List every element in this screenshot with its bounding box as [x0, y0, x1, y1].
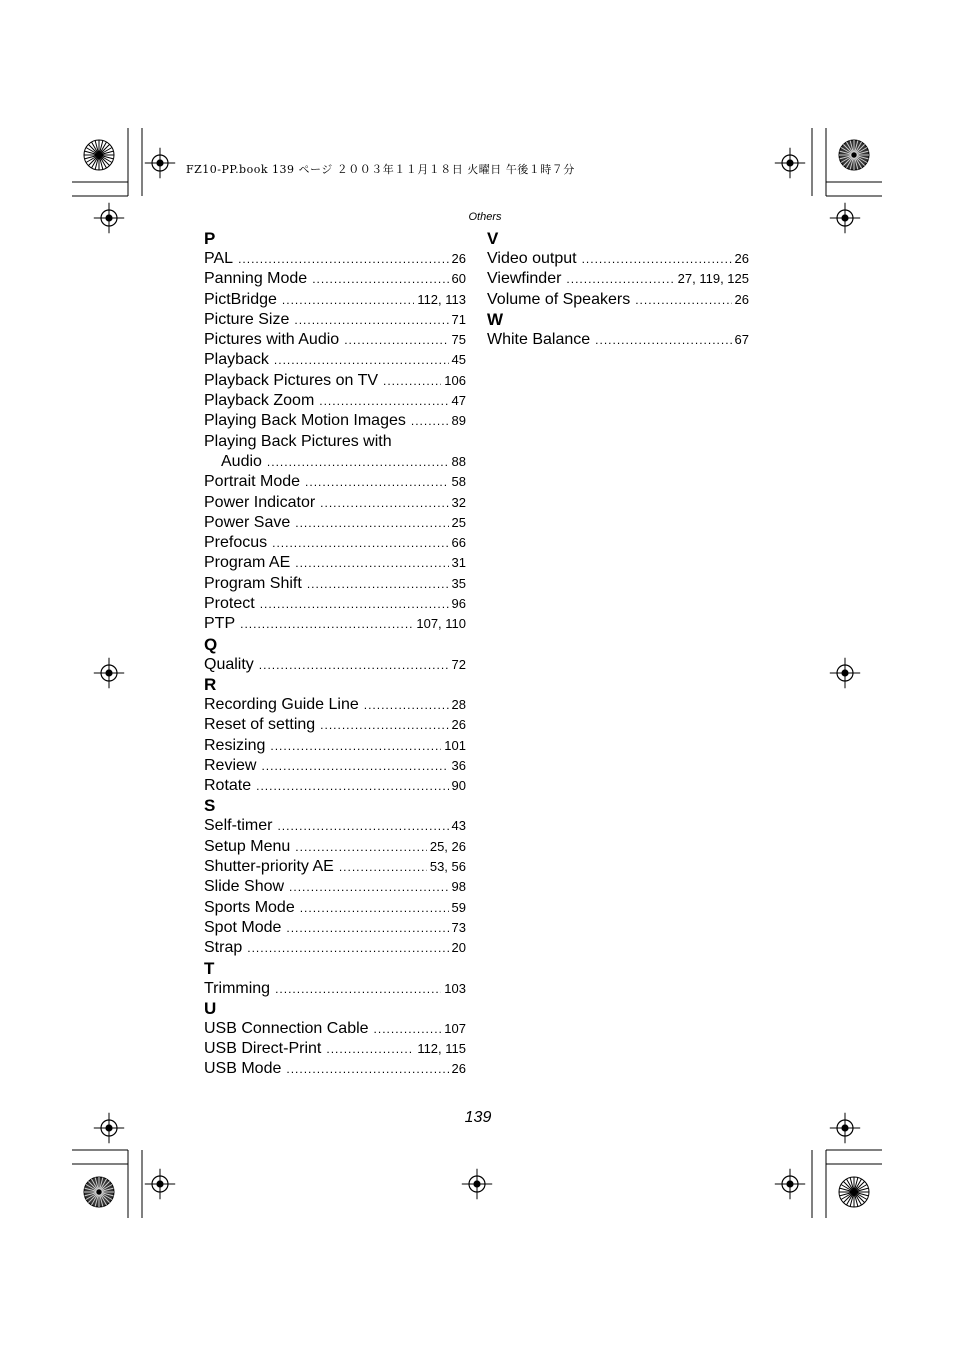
- index-entry: [204, 472, 466, 492]
- leader-dots: [261, 756, 448, 776]
- index-letter-heading: V: [487, 229, 499, 248]
- index-term: Portrait Mode: [204, 473, 301, 491]
- index-entry: [204, 310, 466, 330]
- index-pages: 26: [734, 251, 749, 266]
- leader-dots: [286, 1059, 448, 1079]
- index-term: Picture Size: [204, 310, 290, 328]
- leader-dots: [307, 574, 449, 594]
- index-entry: [487, 330, 749, 350]
- index-pages: 67: [734, 331, 749, 347]
- index-pages: 90: [451, 778, 466, 794]
- index-pages: 36: [451, 757, 466, 773]
- leader-dots: [320, 493, 448, 513]
- index-pages: 31: [451, 555, 466, 571]
- leader-dots: [272, 533, 448, 553]
- index-pages: 106: [444, 372, 466, 388]
- leader-dots: [566, 269, 674, 289]
- index-pages: 47: [451, 393, 466, 409]
- index-term: Viewfinder: [487, 270, 562, 288]
- index-term: Program AE: [204, 554, 291, 572]
- leader-dots: [294, 310, 448, 330]
- index-term: Trimming: [204, 979, 271, 997]
- index-term: Review: [204, 756, 257, 774]
- index-pages: 107: [444, 1020, 466, 1036]
- index-pages: 112, 113: [417, 291, 466, 307]
- leader-dots: [267, 452, 449, 472]
- index-entry: [204, 695, 466, 715]
- index-entry: [204, 1059, 466, 1079]
- leader-dots: [383, 371, 441, 391]
- section-label: Others: [468, 211, 502, 223]
- starburst-center: [96, 152, 101, 157]
- index-pages: 60: [451, 271, 466, 287]
- file-header: FZ10-PP.book 139 ページ ２００３年１１月１８日 火曜日 午後１時７分: [186, 163, 575, 176]
- index-pages: 66: [451, 535, 466, 551]
- index-pages: 59: [451, 899, 466, 915]
- index-entry: [204, 371, 466, 391]
- index-pages: 71: [451, 311, 466, 327]
- leader-dots: [312, 269, 448, 289]
- index-term: White Balance: [487, 330, 591, 348]
- index-term: Pictures with Audio: [204, 331, 340, 349]
- index-entry: [204, 249, 466, 269]
- index-entry: [204, 1039, 466, 1059]
- index-pages: 96: [451, 596, 466, 612]
- index-letter-heading: P: [204, 229, 216, 248]
- index-entry: [204, 756, 466, 776]
- index-letter-heading: T: [204, 958, 215, 978]
- leader-dots: [295, 553, 448, 573]
- index-term: Recording Guide Line: [204, 695, 359, 713]
- index-term: Playback Zoom: [204, 392, 315, 410]
- leader-dots: [411, 411, 449, 431]
- index-term: Quality: [204, 655, 254, 673]
- index-entry: [204, 493, 466, 513]
- starburst-center: [851, 152, 856, 157]
- leader-dots: [595, 330, 731, 350]
- index-term: USB Connection Cable: [204, 1019, 369, 1037]
- index-pages: 25, 26: [429, 838, 466, 854]
- index-entry: [204, 432, 466, 452]
- leader-dots: [238, 249, 448, 269]
- index-pages: 26: [734, 291, 749, 307]
- index-entry: [204, 290, 466, 310]
- index-pages: 26: [451, 1061, 466, 1077]
- index-entry: [204, 979, 466, 999]
- leader-dots: [277, 816, 448, 836]
- index-term: PictBridge: [204, 290, 277, 308]
- leader-dots: [256, 776, 448, 796]
- leader-dots: [295, 513, 448, 533]
- index-term: Protect: [204, 595, 255, 613]
- index-pages: 25: [451, 514, 466, 530]
- index-letter-heading: W: [487, 309, 504, 329]
- index-term: Playback Pictures on TV: [204, 371, 379, 389]
- leader-dots: [582, 249, 732, 269]
- leader-dots: [270, 736, 441, 756]
- index-pages: 98: [451, 879, 466, 895]
- leader-dots: [635, 290, 731, 310]
- index-term: Panning Mode: [204, 270, 308, 288]
- index-entry: [204, 776, 466, 796]
- index-term: Playing Back Pictures with: [204, 432, 392, 450]
- index-column-right: [487, 229, 749, 350]
- leader-dots: [275, 979, 441, 999]
- leader-dots: [305, 472, 448, 492]
- leader-dots: [319, 391, 448, 411]
- leader-dots: [282, 290, 414, 310]
- index-pages: 58: [451, 474, 466, 490]
- index-term: Playing Back Motion Images: [204, 412, 406, 430]
- index-term: USB Direct-Print: [204, 1040, 322, 1058]
- index-pages: 72: [451, 656, 466, 672]
- index-pages: 26: [451, 251, 466, 266]
- leader-dots: [260, 594, 449, 614]
- leader-dots: [259, 655, 449, 675]
- index-pages: 112, 115: [417, 1041, 466, 1057]
- index-term: Prefocus: [204, 534, 268, 552]
- index-term: Setup Menu: [204, 837, 291, 855]
- leader-dots: [286, 918, 448, 938]
- index-entry: [204, 513, 466, 533]
- index-pages: 73: [451, 919, 466, 935]
- index-term: PAL: [204, 250, 234, 267]
- index-entry: [487, 290, 749, 310]
- index-pages: 27, 119, 125: [677, 271, 749, 287]
- index-pages: 88: [451, 453, 466, 469]
- leader-dots: [364, 695, 449, 715]
- index-term: Spot Mode: [204, 918, 282, 936]
- index-letter-heading: R: [204, 674, 217, 694]
- index-pages: 89: [451, 413, 466, 429]
- index-entry: [204, 330, 466, 350]
- index-entry: [487, 249, 749, 269]
- index-term: Volume of Speakers: [487, 290, 631, 308]
- leader-dots: [339, 857, 427, 877]
- index-entry: [204, 614, 466, 634]
- index-pages: 35: [451, 575, 466, 591]
- index-term: Power Save: [204, 513, 291, 531]
- index-term: Slide Show: [204, 878, 285, 896]
- index-pages: 103: [444, 980, 466, 996]
- index-term: Resizing: [204, 736, 266, 754]
- index-entry: [204, 715, 466, 735]
- index-pages: 32: [451, 494, 466, 510]
- index-letter-heading: U: [204, 998, 217, 1018]
- index-entry: [204, 898, 466, 918]
- index-entry: [204, 411, 466, 431]
- index-term: USB Mode: [204, 1060, 282, 1078]
- index-term: Video output: [487, 250, 577, 267]
- index-pages: 20: [451, 940, 466, 956]
- index-letter-heading: S: [204, 796, 216, 816]
- leader-dots: [300, 898, 449, 918]
- index-column-left: [204, 229, 466, 1080]
- index-pages: 53, 56: [429, 859, 466, 875]
- leader-dots: [247, 938, 448, 958]
- index-pages: 26: [451, 717, 466, 733]
- index-term: Rotate: [204, 777, 252, 795]
- index-entry: [204, 350, 466, 370]
- index-entry: [204, 269, 466, 289]
- index-entry: [204, 736, 466, 756]
- leader-dots: [374, 1019, 442, 1039]
- index-entry: [204, 837, 466, 857]
- leader-dots: [295, 837, 427, 857]
- leader-dots: [344, 330, 448, 350]
- index-pages: 28: [451, 696, 466, 712]
- index-entry-continued: [204, 452, 466, 472]
- index-term: Program Shift: [204, 574, 302, 592]
- index-term: Self-timer: [204, 817, 273, 835]
- index-letter-heading: Q: [204, 634, 218, 654]
- index-term: Strap: [204, 939, 243, 957]
- index-pages: 75: [451, 332, 466, 348]
- index-term: PTP: [204, 615, 236, 633]
- index-entry: [204, 594, 466, 614]
- page-number: 139: [464, 1109, 492, 1126]
- starburst-center: [851, 1189, 856, 1194]
- index-term-continued: Audio: [221, 452, 262, 470]
- index-entry: [204, 553, 466, 573]
- index-term: Shutter-priority AE: [204, 858, 334, 876]
- index-entry: [204, 574, 466, 594]
- leader-dots: [289, 877, 448, 897]
- index-term: Power Indicator: [204, 493, 316, 511]
- leader-dots: [274, 350, 449, 370]
- index-entry: [204, 918, 466, 938]
- leader-dots: [240, 614, 413, 634]
- index-entry: [204, 655, 466, 675]
- index-pages: 101: [444, 737, 466, 753]
- index-pages: 107, 110: [416, 616, 466, 632]
- starburst-center: [96, 1189, 101, 1194]
- index-entry: [487, 269, 749, 289]
- index-entry: [204, 938, 466, 958]
- index-entry: [204, 1019, 466, 1039]
- index-pages: 45: [451, 352, 466, 368]
- index-term: Sports Mode: [204, 898, 295, 916]
- index-entry: [204, 391, 466, 411]
- index-entry: [204, 857, 466, 877]
- index-pages: 43: [451, 818, 466, 834]
- leader-dots: [326, 1039, 414, 1059]
- index-term: Reset of setting: [204, 716, 316, 734]
- leader-dots: [320, 715, 448, 735]
- index-entry: [204, 816, 466, 836]
- index-entry: [204, 533, 466, 553]
- index-term: Playback: [204, 351, 269, 369]
- index-entry: [204, 877, 466, 897]
